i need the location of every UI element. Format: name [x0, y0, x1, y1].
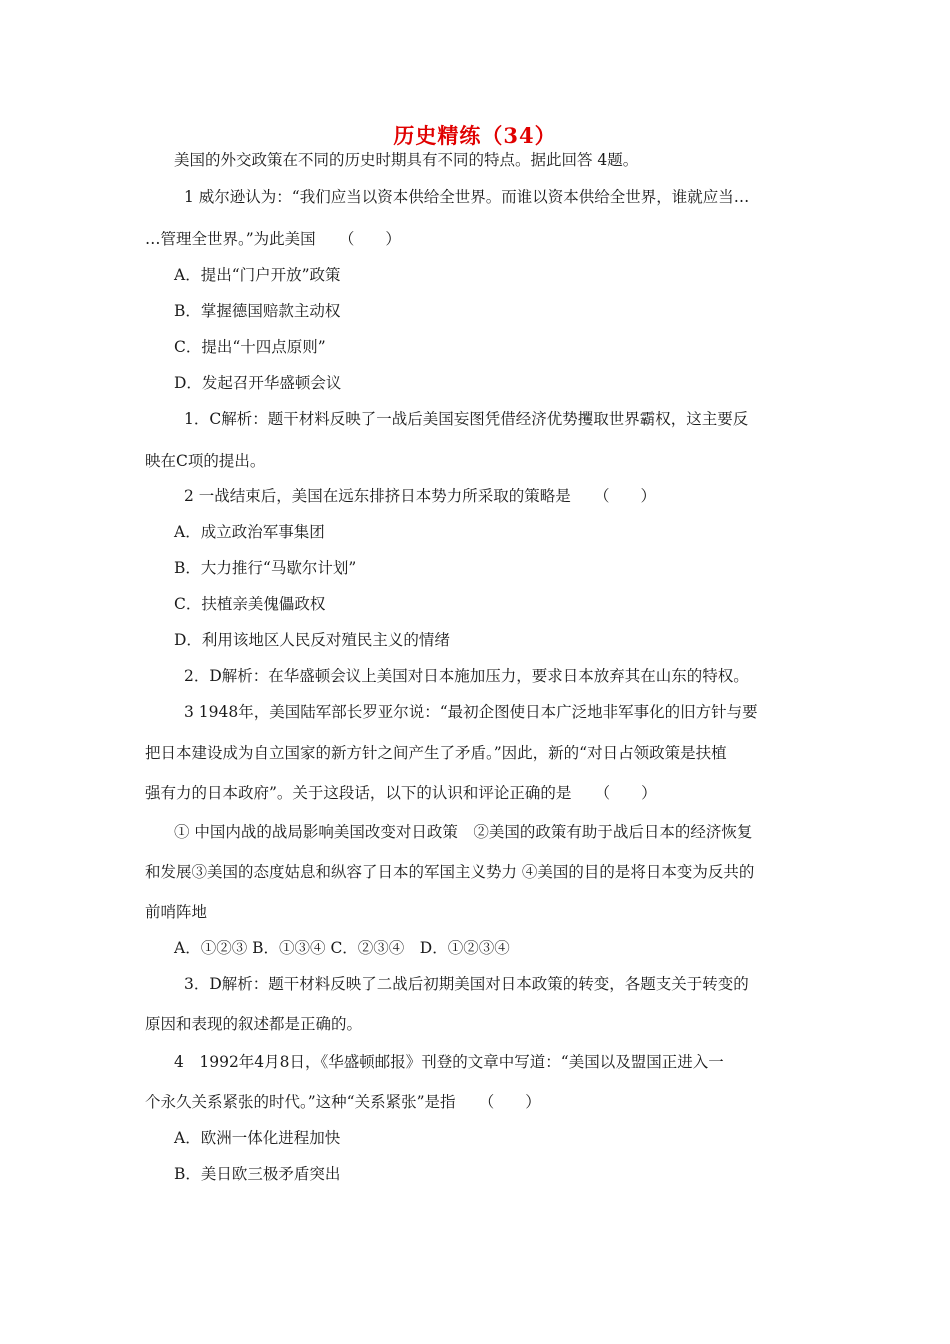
q3-stem-line1: 3 1948年，美国陆军部长罗亚尔说：“最初企图使日本广泛地非军事化的旧方针与要: [184, 703, 758, 721]
q3-stem-line2: 把日本建设成为自立国家的新方针之间产生了矛盾。”因此，新的“对日占领政策是扶植: [145, 744, 727, 762]
q1-answer-line2: 映在C项的提出。: [145, 452, 266, 470]
q1-option-a: A．提出“门户开放”政策: [174, 266, 341, 284]
q3-stem-line3: 强有力的日本政府”。关于这段话，以下的认识和评论正确的是 （ ）: [145, 784, 657, 802]
q2-option-d: D．利用该地区人民反对殖民主义的情绪: [174, 631, 450, 649]
q4-option-b: B．美日欧三极矛盾突出: [174, 1165, 341, 1183]
q4-stem-line2: 个永久关系紧张的时代。”这种“关系紧张”是指 （ ）: [145, 1093, 541, 1111]
q1-option-d: D．发起召开华盛顿会议: [174, 374, 342, 392]
intro-text: 美国的外交政策在不同的历史时期具有不同的特点。据此回答 4题。: [174, 151, 639, 169]
q3-items-line1: ① 中国内战的战局影响美国改变对日政策 ②美国的政策有助于战后日本的经济恢复: [174, 823, 753, 841]
q1-answer-line1: 1．C解析：题干材料反映了一战后美国妄图凭借经济优势攫取世界霸权，这主要反: [184, 410, 749, 428]
q3-answer-line2: 原因和表现的叙述都是正确的。: [145, 1015, 363, 1033]
q2-answer: 2．D解析：在华盛顿会议上美国对日本施加压力，要求日本放弃其在山东的特权。: [184, 667, 749, 685]
q3-answer-line1: 3．D解析：题干材料反映了二战后初期美国对日本政策的转变，各题支关于转变的: [184, 975, 749, 993]
q3-options: A．①②③ B．①③④ C．②③④ D．①②③④: [174, 939, 510, 957]
q2-option-a: A．成立政治军事集团: [174, 523, 325, 541]
page-title: 历史精练（34）: [393, 123, 557, 148]
q2-stem: 2 一战结束后，美国在远东排挤日本势力所采取的策略是 （ ）: [184, 487, 657, 505]
q2-option-c: C．扶植亲美傀儡政权: [174, 595, 326, 613]
q4-option-a: A．欧洲一体化进程加快: [174, 1129, 341, 1147]
q1-option-c: C．提出“十四点原则”: [174, 338, 326, 356]
q3-items-line2: 和发展③美国的态度姑息和纵容了日本的军国主义势力 ④美国的目的是将日本变为反共的: [145, 863, 755, 881]
q1-option-b: B．掌握德国赔款主动权: [174, 302, 341, 320]
q3-items-line3: 前哨阵地: [145, 903, 208, 921]
q2-option-b: B．大力推行“马歇尔计划”: [174, 559, 357, 577]
q1-stem-line1: 1 威尔逊认为：“我们应当以资本供给全世界。而谁以资本供给全世界，谁就应当…: [184, 188, 750, 206]
q4-stem-line1: 4 1992年4月8日，《华盛顿邮报》刊登的文章中写道：“美国以及盟国正进入一: [174, 1053, 724, 1071]
q1-stem-line2: …管理全世界。”为此美国 （ ）: [145, 230, 401, 248]
